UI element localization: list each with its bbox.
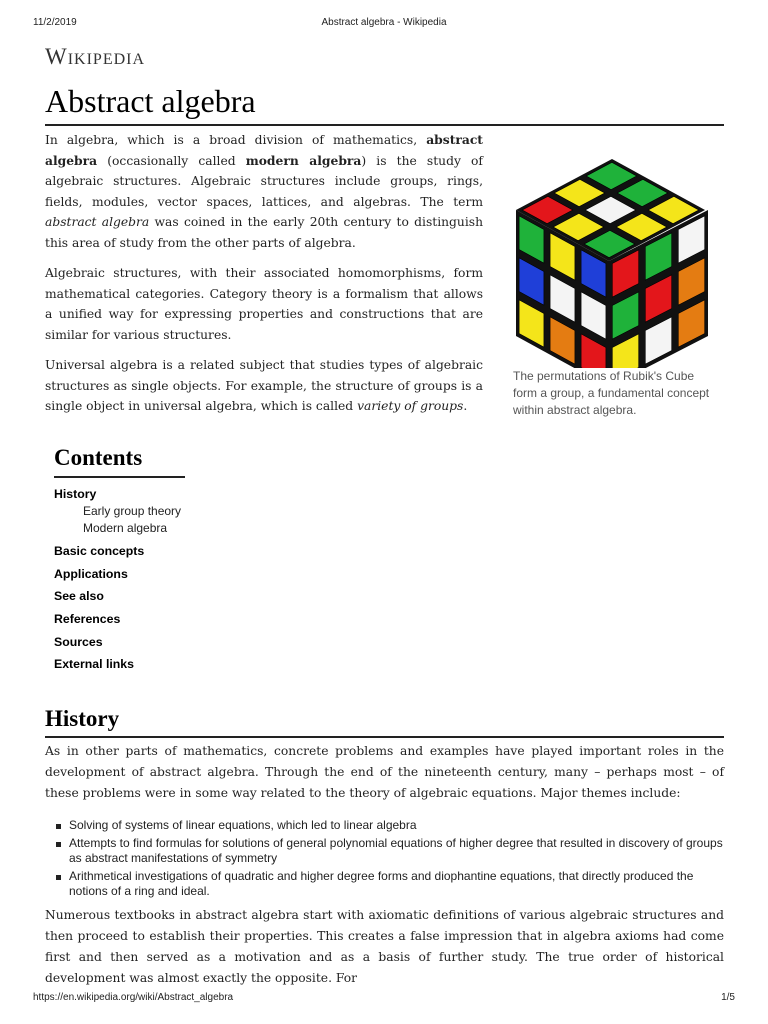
italic-term: abstract algebra [45, 215, 150, 229]
cube-drawing [516, 159, 708, 368]
print-url: https://en.wikipedia.org/wiki/Abstract_algebra [33, 992, 234, 1003]
lead-section [45, 130, 483, 427]
lead-text: (occasionally called [97, 153, 246, 168]
bold-term: modern algebra [245, 152, 362, 168]
page-title: Abstract algebra [45, 82, 724, 126]
toc-item-see-also[interactable]: See also [54, 589, 104, 603]
toc-item-references[interactable]: References [54, 612, 121, 626]
toc-item-external-links[interactable]: External links [54, 657, 134, 671]
lead-text: was coined in the early 20th century to distinguish this area of study from the other parts of algebra. [45, 215, 483, 250]
lead-text: ) is the study of algebraic structures. Algebraic structures include groups, rings, fields, modules, vector spaces, lattices, and algebras. The term [45, 153, 483, 209]
toc-title: Contents [54, 444, 185, 478]
toc-item-modern-algebra[interactable]: Modern algebra [83, 521, 168, 535]
lead-paragraph-1 [45, 130, 483, 253]
toc-item-early-group-theory[interactable]: Early group theory [83, 504, 182, 518]
lead-text: . [463, 399, 468, 413]
lead-paragraph-2: Algebraic structures, with their associated homomorphisms, form mathematical categories. Category theory is a formalism that allows a unified way for expressing properties and constructions that are similar for various structures. [45, 266, 483, 342]
toc-item-basic-concepts[interactable]: Basic concepts [54, 544, 145, 558]
italic-term: variety of groups [357, 399, 464, 413]
toc-item-applications[interactable]: Applications [54, 567, 128, 581]
lead-text: Universal algebra is a related subject that studies types of algebraic structures as single objects. For example, the structure of groups is a single object in universal algebra, which is called [45, 358, 483, 413]
bold-term: abstract algebra [45, 132, 483, 168]
toc-item-sources[interactable]: Sources [54, 635, 103, 649]
history-intro: As in other parts of mathematics, concrete problems and examples have played important roles in the development of abstract algebra. Through the end of the nineteenth century, many – perhaps most – of these problems were in some way related to the theory of algebraic equations. Major themes include: [45, 744, 724, 800]
rubiks-cube-image[interactable] [506, 138, 718, 368]
history-heading: History [45, 704, 724, 738]
rubiks-cube-figure [506, 138, 724, 417]
wikipedia-wordmark[interactable]: Wikipedia [45, 44, 146, 69]
history-bullet-list [55, 818, 725, 902]
table-of-contents [54, 444, 254, 673]
list-item: Attempts to find formulas for solutions of general polynomial equations of higher degree that resulted in discovery of groups as abstract manifestations of symmetry [55, 836, 725, 867]
print-title: Abstract algebra - Wikipedia [321, 17, 447, 28]
list-item: Solving of systems of linear equations, which led to linear algebra [55, 818, 725, 834]
toc-list [54, 486, 254, 673]
print-date: 11/2/2019 [33, 17, 77, 28]
print-page-number: 1/5 [721, 992, 735, 1003]
lead-text: In algebra, which is a broad division of mathematics, [45, 133, 427, 147]
history-paragraph-2: Numerous textbooks in abstract algebra start with axiomatic definitions of various algebraic structures and then proceed to establish their properties. This creates a false impression that in algebra axioms had come first and then served as a motivation and as a basis of further study. The true order of historical development was almost exactly the opposite. For [45, 908, 724, 985]
print-footer [0, 992, 768, 1006]
figure-caption: The permutations of Rubik's Cube form a group, a fundamental concept within abstract algebra. [513, 369, 710, 417]
toc-item-history[interactable]: History [54, 487, 97, 501]
print-header [0, 17, 768, 31]
lead-paragraph-3 [45, 355, 483, 417]
list-item: Arithmetical investigations of quadratic and higher degree forms and diophantine equations, that directly produced the notions of a ring and ideal. [55, 869, 725, 900]
